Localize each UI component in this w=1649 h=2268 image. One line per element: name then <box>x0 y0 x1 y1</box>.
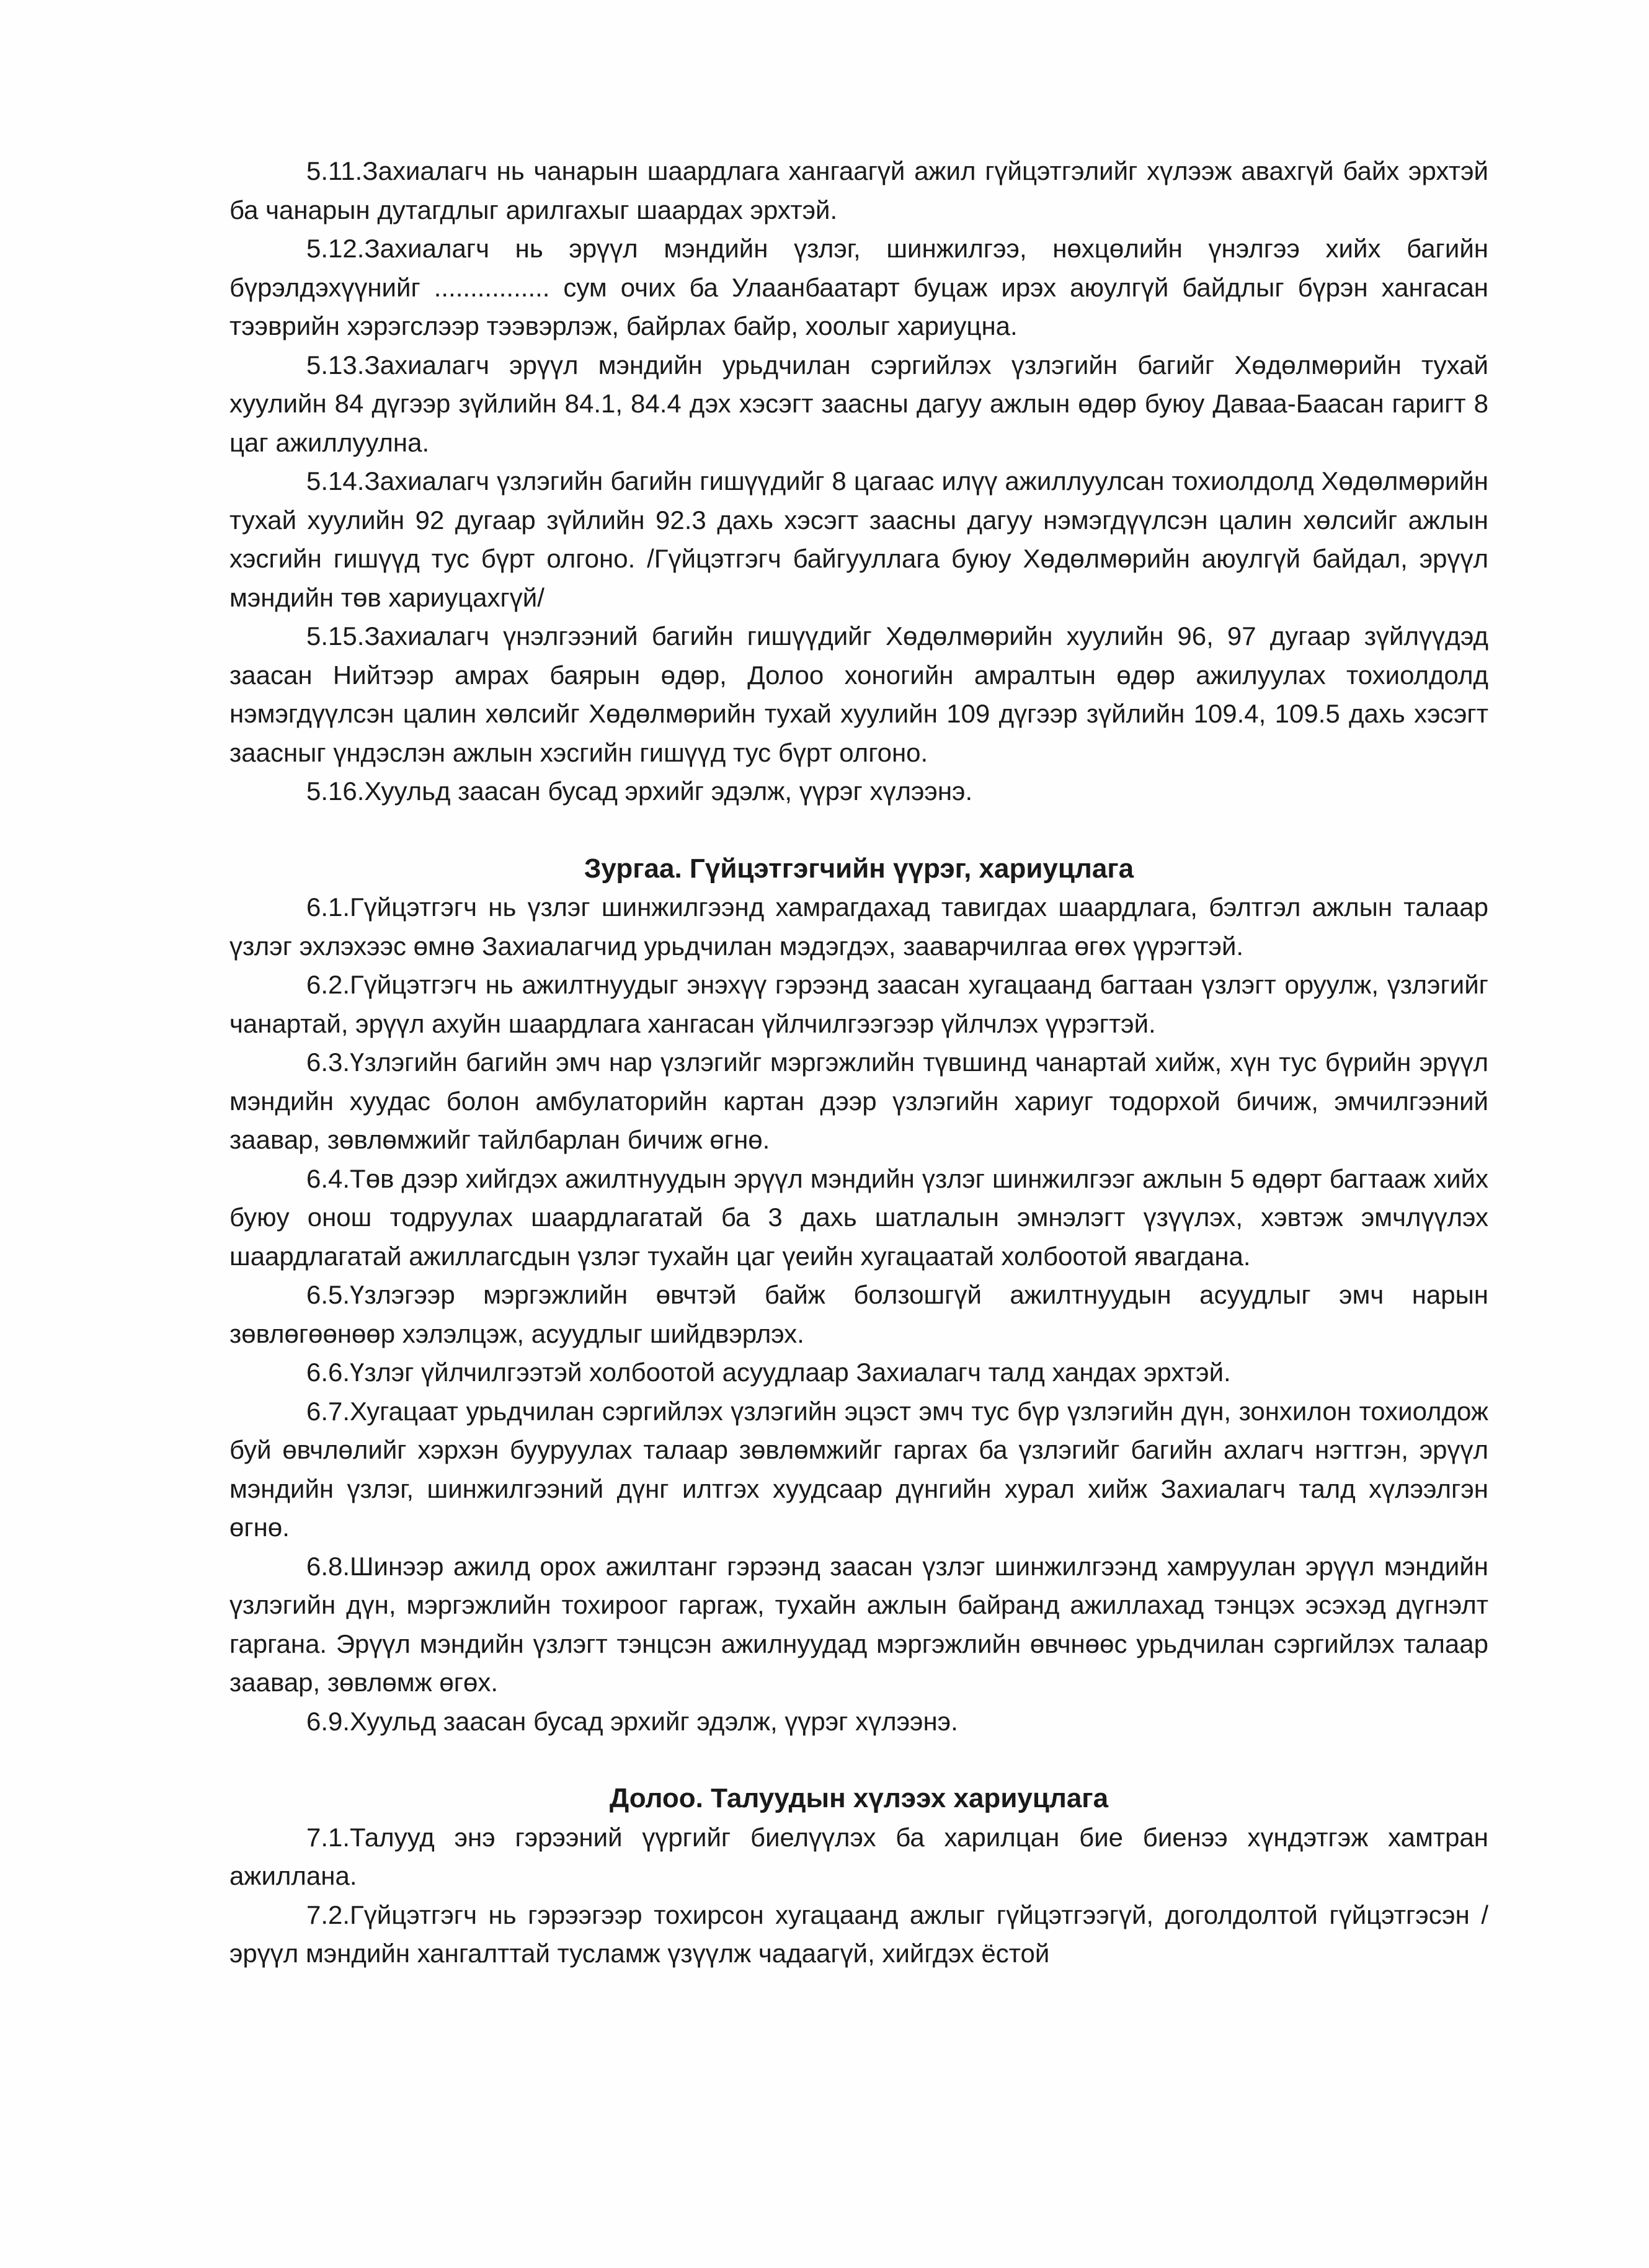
clause-5-16: 5.16.Хуульд заасан бусад эрхийг эдэлж, үүрэг хүлээнэ. <box>306 776 973 806</box>
clause-6-5: 6.5.Үзлэгээр мэргэжлийн өвчтэй байж болзошгүй ажилтнуудын асуудлыг эмч нарын зөвлөгөөнөөр хэлэлцэж, асуудлыг шийдвэрлэх. <box>229 1280 1488 1348</box>
clause-5-11: 5.11.Захиалагч нь чанарын шаардлага хангаагүй ажил гүйцэтгэлийг хүлээж авахгүй байх эрхтэй ба чанарын дутагдлыг арилгахыг шаардах эрхтэй. <box>229 156 1488 225</box>
clause-7-1: 7.1.Талууд энэ гэрээний үүргийг биелүүлэх ба харилцан бие биенээ хүндэтгэж хамтран ажиллана. <box>229 1822 1488 1890</box>
section-7-heading: Долоо. Талуудын хүлээх хариуцлага <box>609 1783 1109 1813</box>
clause-6-2: 6.2.Гүйцэтгэгч нь ажилтнуудыг энэхүү гэрээнд заасан хугацаанд багтаан үзлэгт оруулж, үзлэгийг чанартай, эрүүл ахуйн шаардлага хангасан үйлчилгээгээр үйлчлэх үүрэгтэй. <box>229 970 1488 1038</box>
section-gap <box>229 1741 1488 1779</box>
clause-6-4: 6.4.Төв дээр хийгдэх ажилтнуудын эрүүл мэндийн үзлэг шинжилгээг ажлын 5 өдөрт багтааж хийх буюу онош тодруулах шаардлагатай ба 3 дахь шатлалын эмнэлэгт үзүүлэх, хэвтэж эмчлүүлэх шаардлагатай ажиллагсдын үзлэг тухайн цаг үеийн хугацаатай холбоотой явагдана. <box>229 1163 1488 1271</box>
clause-7-2: 7.2.Гүйцэтгэгч нь гэрээгээр тохирсон хугацаанд ажлыг гүйцэтгээгүй, доголдолтой гүйцэтгэсэн /эрүүл мэндийн хангалттай тусламж үзүүлж чадаагүй, хийгдэх ёстой <box>229 1900 1488 1968</box>
clause-5-13: 5.13.Захиалагч эрүүл мэндийн урьдчилан сэргийлэх үзлэгийн багийг Хөдөлмөрийн тухай хуулийн 84 дүгээр зүйлийн 84.1, 84.4 дэх хэсэгт заасны дагуу ажлын өдөр буюу Даваа-Баасан гаригт 8 цаг ажиллуулна. <box>229 350 1488 457</box>
clause-6-9: 6.9.Хуульд заасан бусад эрхийг эдэлж, үүрэг хүлээнэ. <box>306 1706 958 1736</box>
clause-6-1: 6.1.Гүйцэтгэгч нь үзлэг шинжилгээнд хамрагдахад тавигдах шаардлага, бэлтгэл ажлын талаар үзлэг эхлэхээс өмнө Захиалагчид урьдчилан мэдэгдэх, зааварчилгаа өгөх үүрэгтэй. <box>229 892 1488 961</box>
clause-6-6: 6.6.Үзлэг үйлчилгээтэй холбоотой асуудлаар Захиалагч талд хандах эрхтэй. <box>306 1358 1231 1387</box>
clause-6-8: 6.8.Шинээр ажилд орох ажилтанг гэрээнд заасан үзлэг шинжилгээнд хамруулан эрүүл мэндийн үзлэгийн дүн, мэргэжлийн тохироог гаргаж, тухайн ажлын байранд ажиллахад тэнцэх эсэхэд дүгнэлт гаргана. Эрүүл мэндийн үзлэгт тэнцсэн ажилнуудад мэргэжлийн өвчнөөс урьдчилан сэргийлэх талаар заавар, зөвлөмж өгөх. <box>229 1551 1488 1697</box>
document-body <box>229 152 1488 1973</box>
section-gap <box>229 811 1488 850</box>
clause-5-14: 5.14.Захиалагч үзлэгийн багийн гишүүдийг 8 цагаас илүү ажиллуулсан тохиолдолд Хөдөлмөрийн тухай хуулийн 92 дугаар зүйлийн 92.3 дахь хэсэгт заасны дагуу нэмэгдүүлсэн цалин хөлсийг ажлын хэсгийн гишүүд тус бүрт олгоно. /Гүйцэтгэгч байгууллага буюу Хөдөлмөрийн аюулгүй байдал, эрүүл мэндийн төв хариуцахгүй/ <box>229 466 1488 612</box>
clause-6-7: 6.7.Хугацаат урьдчилан сэргийлэх үзлэгийн эцэст эмч тус бүр үзлэгийн дүн, зонхилон тохиолдож буй өвчлөлийг хэрхэн бууруулах талаар зөвлөмжийг гаргах ба үзлэгийг багийн ахлагч нэгтгэн, эрүүл мэндийн үзлэг, шинжилгээний дүнг илтгэх хуудсаар дүнгийн хурал хийж Захиалагч талд хүлээлгэн өгнө. <box>229 1396 1488 1542</box>
section-6-heading: Зургаа. Гүйцэтгэгчийн үүрэг, хариуцлага <box>584 853 1134 884</box>
clause-5-15: 5.15.Захиалагч үнэлгээний багийн гишүүдийг Хөдөлмөрийн хуулийн 96, 97 дугаар зүйлүүдэд заасан Нийтээр амрах баярын өдөр, Долоо хоногийн амралтын өдөр ажилуулах тохиолдолд нэмэгдүүлсэн цалин хөлсийг Хөдөлмөрийн тухай хуулийн 109 дүгээр зүйлийн 109.4, 109.5 дахь хэсэгт заасныг үндэслэн ажлын хэсгийн гишүүд тус бүрт олгоно. <box>229 621 1488 767</box>
clause-6-3: 6.3.Үзлэгийн багийн эмч нар үзлэгийг мэргэжлийн түвшинд чанартай хийж, хүн тус бүрийн эрүүл мэндийн хуудас болон амбулаторийн картан дээр үзлэгийн хариуг тодорхой бичиж, эмчилгээний заавар, зөвлөмжийг тайлбарлан бичиж өгнө. <box>229 1047 1488 1154</box>
clause-5-12: 5.12.Захиалагч нь эрүүл мэндийн үзлэг, шинжилгээ, нөхцөлийн үнэлгээ хийх багийн бүрэлдэхүүнийг ................ сум очих ба Улаанбаатарт буцаж ирэх аюулгүй байдлыг бүрэн хангасан тээврийн хэрэгслээр тээвэрлэж, байрлах байр, хоолыг хариуцна. <box>229 234 1488 340</box>
